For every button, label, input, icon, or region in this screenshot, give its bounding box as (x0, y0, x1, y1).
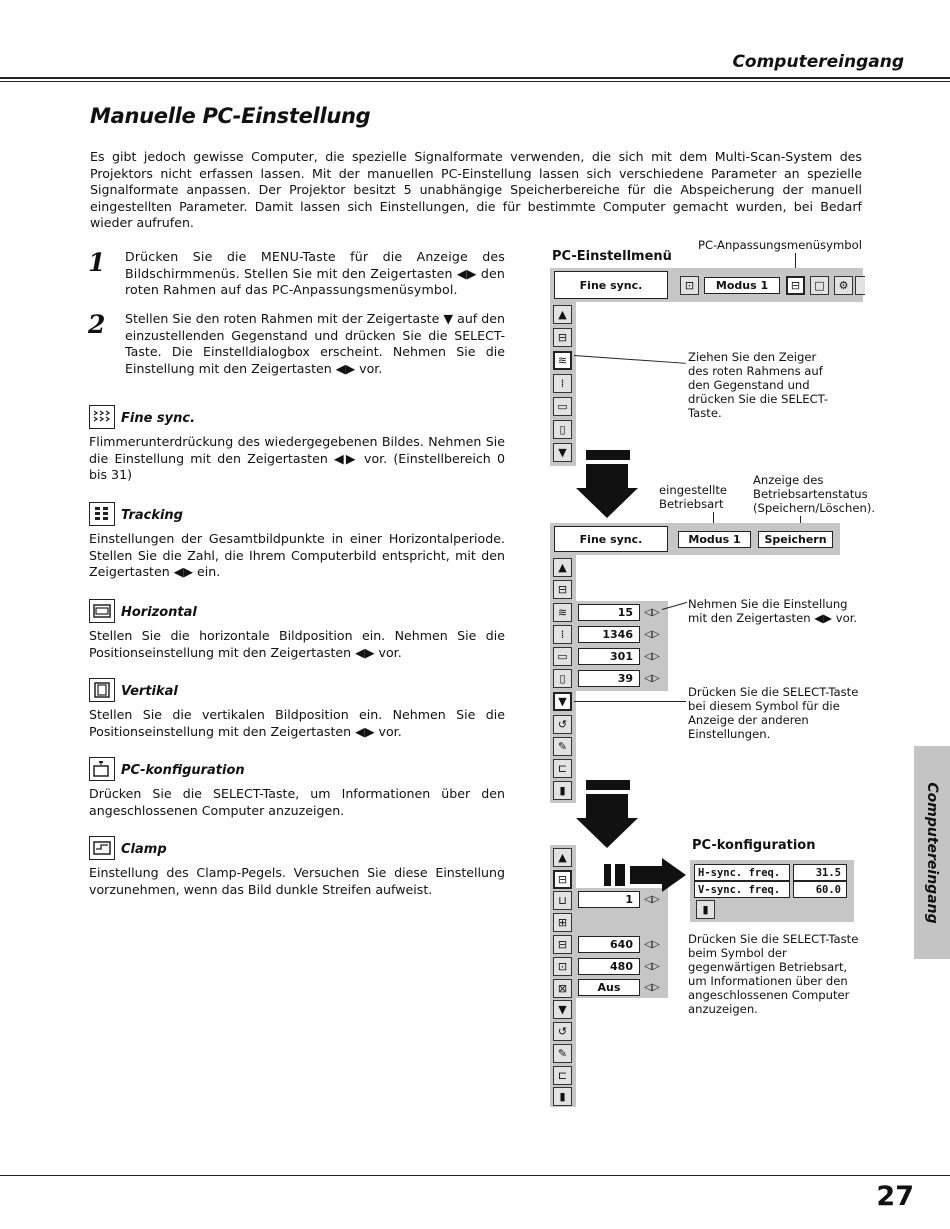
horizontal-icon[interactable]: ▭ (553, 397, 572, 416)
note-select-more: Drücken Sie die SELECT-Taste bei diesem Symbol für die Anzeige der anderen Einstellungen. (688, 685, 859, 741)
left-right-arrow-icon[interactable]: ◁▷ (644, 939, 660, 950)
vsync-value: 60.0 (793, 881, 847, 898)
vertical-icon (89, 678, 115, 702)
setting-icon[interactable]: ⚙ (834, 276, 853, 295)
note-move: Ziehen Sie den Zeiger des roten Rahmens auf den Gegenstand und drücken Sie die SELECT-Taste. (688, 350, 828, 420)
fine-sync-icon[interactable]: ≋ (553, 603, 572, 622)
side-tab (914, 746, 950, 959)
header-rule (0, 77, 950, 79)
value-fine-sync: 15 (578, 604, 640, 621)
section-body-fine-sync: Flimmerunterdrückung des wiedergegebenen Bildes. Nehmen Sie die Einstellung mit den Zeigertasten ◀▶ vor. (Einstellbereich 0 bis 31) (89, 434, 505, 482)
left-right-arrow-icon[interactable]: ◁▷ (644, 982, 660, 993)
right-arrow-large (630, 858, 688, 892)
callout-icon-label: PC-Anpassungsmenüsymbol (698, 238, 862, 252)
arrow-bar-1 (586, 450, 630, 460)
input-icon[interactable]: ⊡ (680, 276, 699, 295)
display-area-v-icon[interactable]: ⊡ (553, 957, 572, 976)
callout-line-move (574, 355, 686, 364)
arrow-bar-3b (615, 864, 625, 886)
section-body-pc-config: Drücken Sie die SELECT-Taste, um Informationen über den angeschlossenen Computer anzuzeigen. (89, 786, 505, 818)
mode-free-icon[interactable]: ⊏ (553, 759, 572, 778)
section-title-horizontal: Horizontal (121, 605, 197, 620)
down-arrow-large-2 (574, 794, 640, 850)
quit-icon[interactable]: ▮ (696, 900, 715, 919)
note-mode: eingestellte Betriebsart (659, 483, 728, 511)
value-tracking: 1346 (578, 626, 640, 643)
fine-sync-icon[interactable]: ≋ (553, 351, 572, 370)
section-body-horizontal: Stellen Sie die horizontale Bildposition ein. Nehmen Sie die Positionseinstellung mit den Zeigertasten ◀▶ vor. (89, 628, 505, 660)
fine-sync-icon (89, 405, 115, 429)
more-icon (855, 276, 865, 295)
callout-line-select-more (574, 701, 686, 702)
section-body-tracking: Einstellungen der Gesamtbildpunkte in einer Horizontalperiode. Stellen Sie die Zahl, die Ihrem Computerbild entspricht, mit den Zeigertasten ◀▶ ein. (89, 531, 505, 579)
display-area-icon[interactable]: ⊞ (553, 913, 572, 932)
pc-config-label: PC-konfiguration (692, 838, 816, 853)
running-header: Computereingang (732, 52, 904, 72)
pc-config-icon[interactable]: ⊟ (553, 328, 572, 347)
section-title-tracking: Tracking (121, 508, 183, 523)
horizontal-icon (89, 599, 115, 623)
note-status: Anzeige des Betriebsartenstatus (Speichern/Löschen). (753, 473, 876, 515)
value-horizontal: 301 (578, 648, 640, 665)
step-text-1: Drücken Sie die MENU-Taste für die Anzeige des Bildschirmmenüs. Stellen Sie mit den Zeigertasten ◀▶ den roten Rahmen auf das PC-Anpassungsmenüsymbol. (125, 249, 505, 297)
full-screen-icon[interactable]: ⊠ (553, 979, 572, 998)
vsync-label: V-sync. freq. (694, 881, 790, 898)
mode-display: Modus 1 (704, 277, 780, 294)
pc-config-icon[interactable]: ⊟ (553, 580, 572, 599)
fine-sync-display: Fine sync. (554, 271, 668, 299)
up-arrow-icon[interactable]: ▲ (553, 305, 572, 324)
up-arrow-icon[interactable]: ▲ (553, 848, 572, 867)
intro-paragraph: Es gibt jedoch gewisse Computer, die spezielle Signalformate verwenden, die sich mit dem Multi-Scan-System des Projektors nicht erfassen lassen. Mit der manuellen PC-Einstellung lassen sich verschiedene Parameter an spezielle Signalformate anpassen. Der Projektor besitzt 5 unabhängige Speicherbereiche für die Abspeicherung der manuell eingestellten Parameter. Damit lassen sich Einstellungen, die für bestimmte Computer gemacht wurden, bei Bedarf wieder aufrufen. (90, 149, 862, 230)
tracking-icon[interactable]: ⁞ (553, 625, 572, 644)
reset-icon[interactable]: ↺ (553, 1022, 572, 1041)
store-icon[interactable]: ✎ (553, 737, 572, 756)
down-arrow-icon[interactable]: ▼ (553, 692, 572, 711)
down-arrow-icon[interactable]: ▼ (553, 443, 572, 462)
mode-display-2: Modus 1 (678, 531, 751, 548)
page-title: Manuelle PC-Einstellung (90, 104, 371, 128)
pc-config-icon (89, 757, 115, 781)
image-icon[interactable]: □ (810, 276, 829, 295)
arrow-bar-2 (586, 780, 630, 790)
step-number-1: 1 (88, 248, 106, 277)
section-body-clamp: Einstellung des Clamp-Pegels. Versuchen Sie diese Einstellung vorzunehmen, wenn das Bild dunkle Streifen aufweist. (89, 865, 505, 897)
fine-sync-display-2: Fine sync. (554, 526, 668, 552)
value-display-v: 480 (578, 958, 640, 975)
page-number: 27 (876, 1181, 914, 1212)
left-right-arrow-icon[interactable]: ◁▷ (644, 607, 660, 618)
arrow-bar-3a (604, 864, 611, 886)
value-display-h: 640 (578, 936, 640, 953)
header-rule-thin (0, 81, 950, 82)
note-adjust: Nehmen Sie die Einstellung mit den Zeigertasten ◀▶ vor. (688, 597, 858, 625)
left-right-arrow-icon[interactable]: ◁▷ (644, 894, 660, 905)
section-title-clamp: Clamp (121, 842, 167, 857)
pc-adjust-icon[interactable]: ⊟ (786, 276, 805, 295)
reset-icon[interactable]: ↺ (553, 715, 572, 734)
value-clamp: 1 (578, 891, 640, 908)
clamp-icon[interactable]: ⊔ (553, 891, 572, 910)
step-number-2: 2 (88, 310, 106, 339)
display-area-h-icon[interactable]: ⊟ (553, 935, 572, 954)
store-display: Speichern (758, 531, 833, 548)
step-text-2: Stellen Sie den roten Rahmen mit der Zeigertaste ▼ auf den einzustellenden Gegenstand und drücken Sie die SELECT-Taste. Die Einstelldialogbox erscheint. Nehmen Sie die Einstellung mit den Zeigertasten ◀▶ vor. (125, 311, 505, 376)
clamp-icon (89, 836, 115, 860)
vertical-icon[interactable]: ▯ (553, 669, 572, 688)
tracking-icon[interactable]: ⁞ (553, 374, 572, 393)
value-full-screen: Aus (578, 979, 640, 996)
footer-rule (0, 1175, 950, 1176)
tracking-icon (89, 502, 115, 526)
value-vertical: 39 (578, 670, 640, 687)
quit-icon[interactable]: ▮ (553, 781, 572, 800)
vertical-icon[interactable]: ▯ (553, 420, 572, 439)
pc-config-icon[interactable]: ⊟ (553, 870, 572, 889)
down-arrow-large-1 (574, 464, 640, 520)
section-title-fine-sync: Fine sync. (121, 411, 196, 426)
down-arrow-icon[interactable]: ▼ (553, 1000, 572, 1019)
left-right-arrow-icon[interactable]: ◁▷ (644, 673, 660, 684)
section-title-vertical: Vertikal (121, 684, 178, 699)
quit-icon[interactable]: ▮ (553, 1087, 572, 1106)
side-tab-label: Computereingang (924, 781, 940, 924)
section-body-vertical: Stellen Sie die vertikalen Bildposition ein. Nehmen Sie die Positionseinstellung mit den Zeigertasten ◀▶ vor. (89, 707, 505, 739)
mode-free-icon[interactable]: ⊏ (553, 1066, 572, 1085)
horizontal-icon[interactable]: ▭ (553, 647, 572, 666)
note-info: Drücken Sie die SELECT-Taste beim Symbol der gegenwärtigen Betriebsart, um Informationen über den angeschlossenen Computer anzuzeigen. (688, 932, 859, 1016)
up-arrow-icon[interactable]: ▲ (553, 558, 572, 577)
left-right-arrow-icon[interactable]: ◁▷ (644, 961, 660, 972)
left-right-arrow-icon[interactable]: ◁▷ (644, 629, 660, 640)
section-title-pc-config: PC-konfiguration (121, 763, 245, 778)
left-right-arrow-icon[interactable]: ◁▷ (644, 651, 660, 662)
pc-menu-label: PC-Einstellmenü (552, 249, 672, 264)
store-icon[interactable]: ✎ (553, 1044, 572, 1063)
hsync-value: 31.5 (793, 864, 847, 881)
hsync-label: H-sync. freq. (694, 864, 790, 881)
